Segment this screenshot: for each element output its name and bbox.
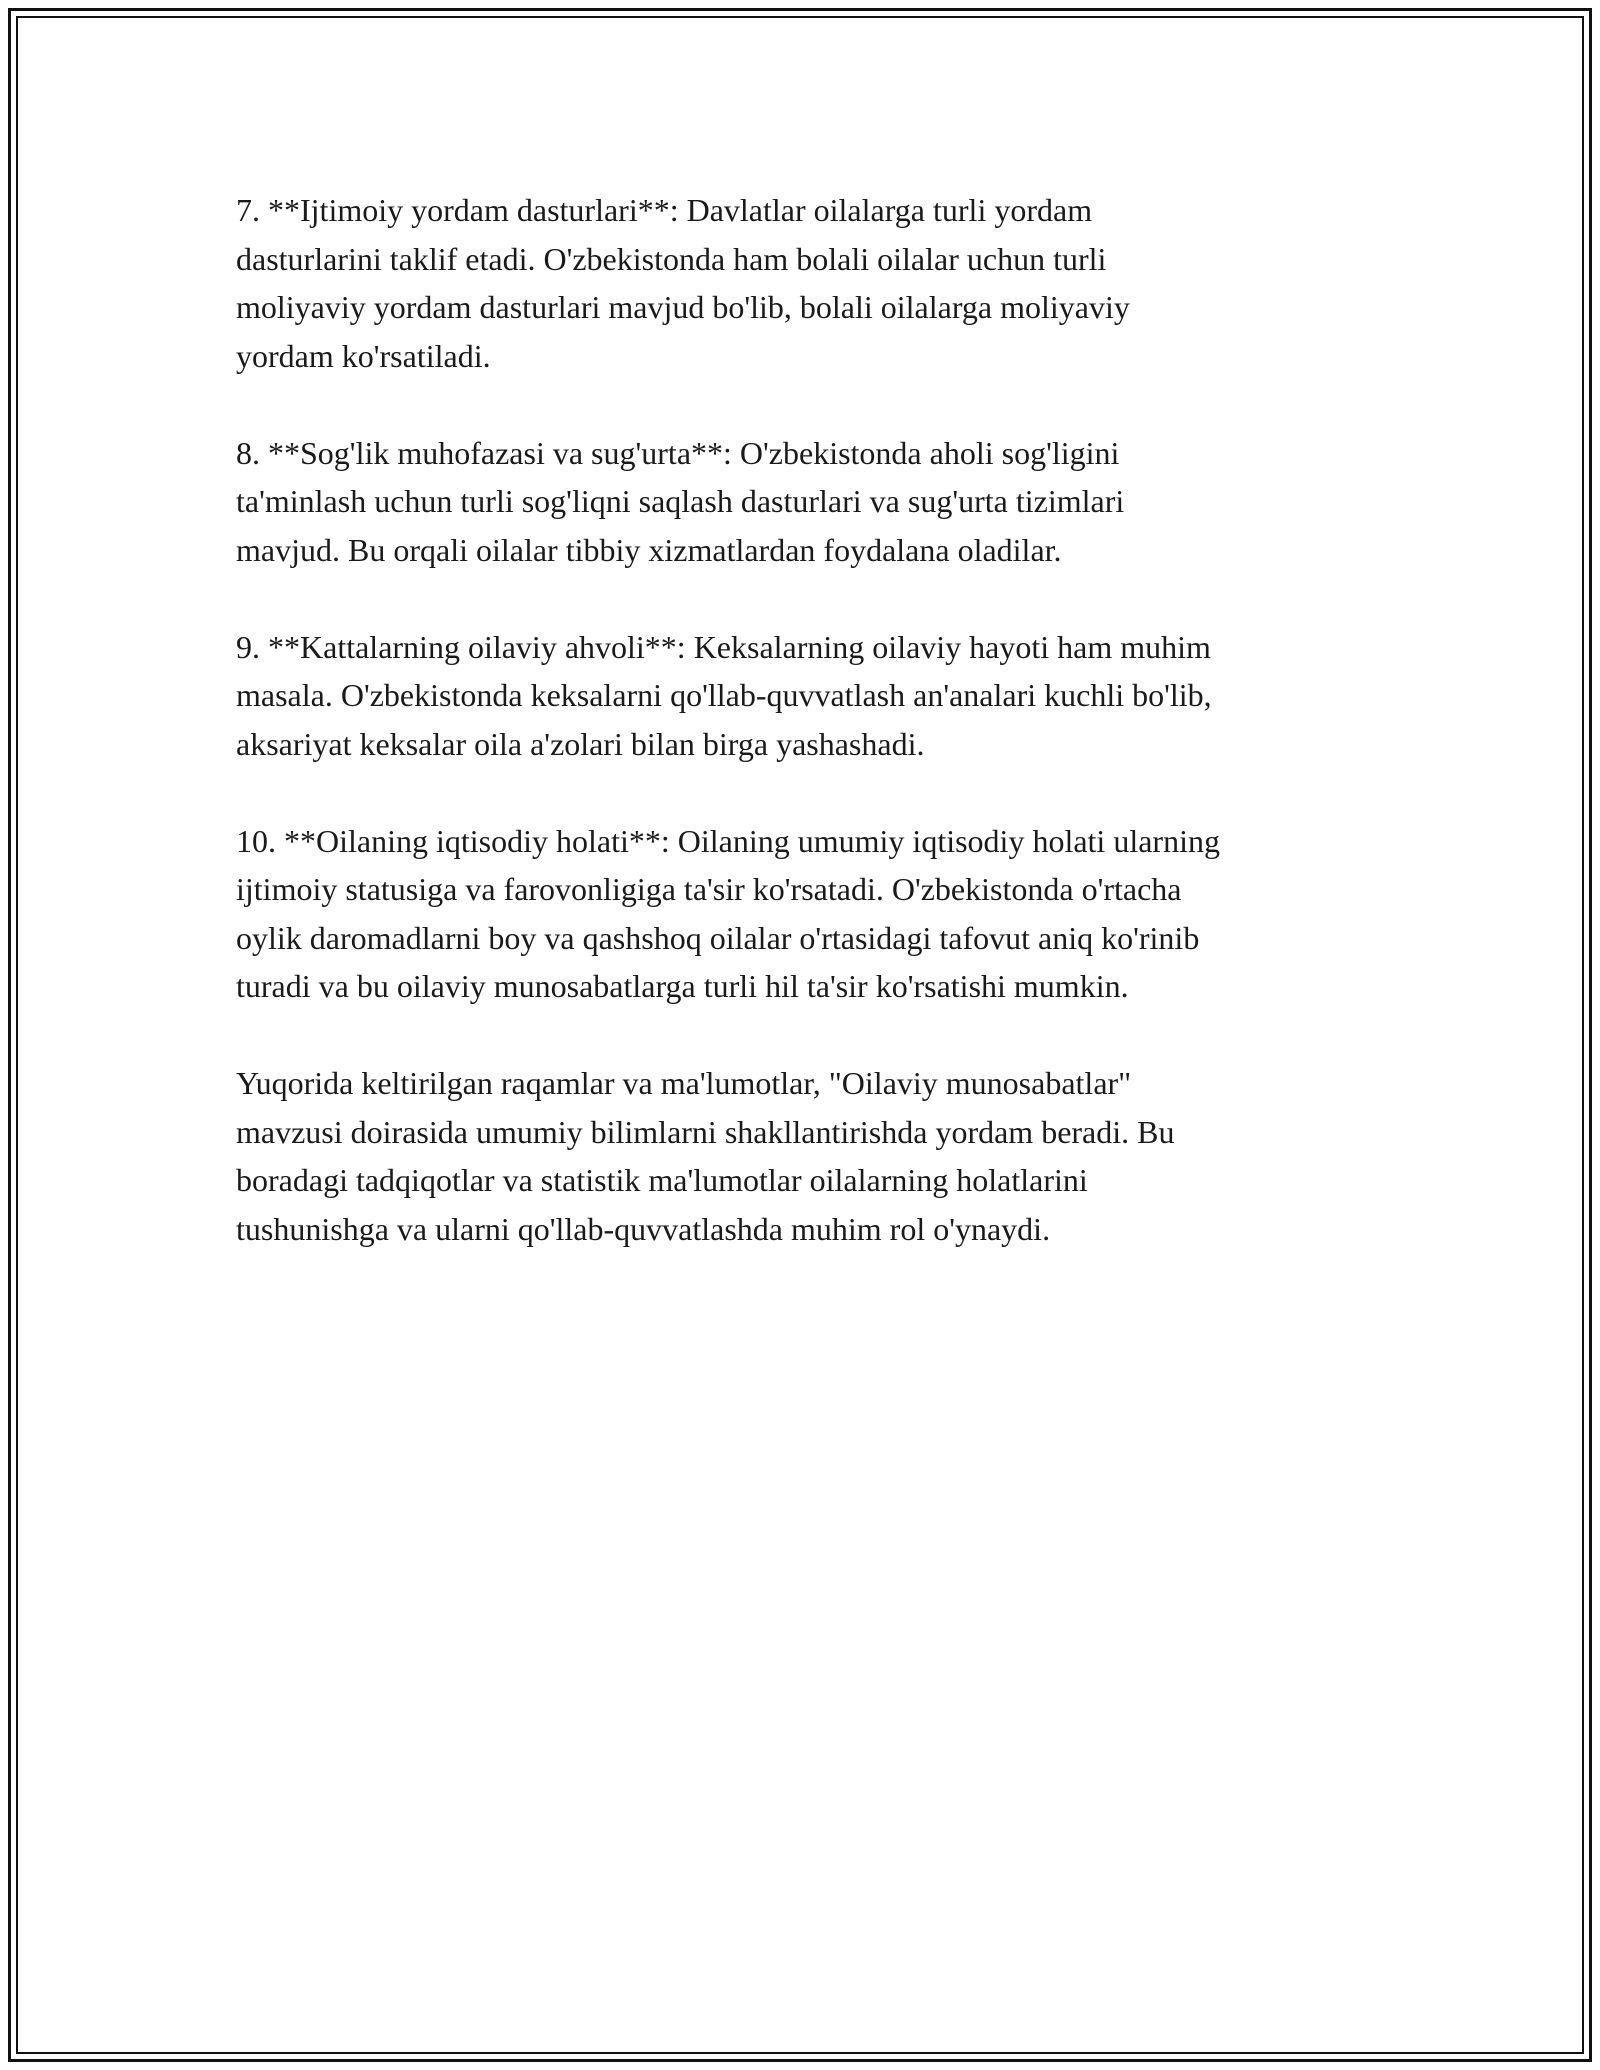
paragraph-item-10 [236,817,1386,1011]
text-line: oylik daromadlarni boy va qashshoq oilalar o'rtasidagi tafovut aniq ko'rinib [236,919,1200,956]
paragraph-item-7 [236,186,1386,380]
text-line: 8. **Sog'lik muhofazasi va sug'urta**: O'zbekistonda aholi sog'ligini [236,434,1120,471]
text-line: yordam ko'rsatiladi. [236,337,491,374]
text-line: dasturlarini taklif etadi. O'zbekistonda ham bolali oilalar uchun turli [236,240,1107,277]
paragraph-conclusion [236,1059,1386,1253]
text-line: Yuqorida keltirilgan raqamlar va ma'lumotlar, "Oilaviy munosabatlar" [236,1065,1132,1101]
text-line: 7. **Ijtimoiy yordam dasturlari**: Davlatlar oilalarga turli yordam [236,192,1093,228]
text-line: ijtimoiy statusiga va farovonligiga ta'sir ko'rsatadi. O'zbekistonda o'rtacha [236,871,1182,907]
text-line: 9. **Kattalarning oilaviy ahvoli**: Keksalarning oilaviy hayoti ham muhim [236,628,1211,665]
text-line: mavjud. Bu orqali oilalar tibbiy xizmatlardan foydalana oladilar. [236,531,1062,568]
text-line: ta'minlash uchun turli sog'liqni saqlash dasturlari va sug'urta tizimlari [236,483,1125,519]
text-line: mavzusi doirasida umumiy bilimlarni shakllantirishda yordam beradi. Bu [236,1113,1175,1150]
text-line: boradagi tadqiqotlar va statistik ma'lumotlar oilalarning holatlarini [236,1162,1088,1198]
text-line: masala. O'zbekistonda keksalarni qo'llab-quvvatlash an'analari kuchli bo'lib, [236,677,1212,713]
paragraph-item-9 [236,623,1386,769]
text-line: 10. **Oilaning iqtisodiy holati**: Oilaning umumiy iqtisodiy holati ularning [236,822,1220,859]
text-line: aksariyat keksalar oila a'zolari bilan birga yashashadi. [236,725,925,762]
text-line: tushunishga va ularni qo'llab-quvvatlashda muhim rol o'ynaydi. [236,1210,1051,1247]
text-line: moliyaviy yordam dasturlari mavjud bo'lib, bolali oilalarga moliyaviy [236,289,1130,325]
document-body [236,186,1386,1302]
paragraph-item-8 [236,429,1386,575]
text-line: turadi va bu oilaviy munosabatlarga turli hil ta'sir ko'rsatishi mumkin. [236,968,1129,1004]
